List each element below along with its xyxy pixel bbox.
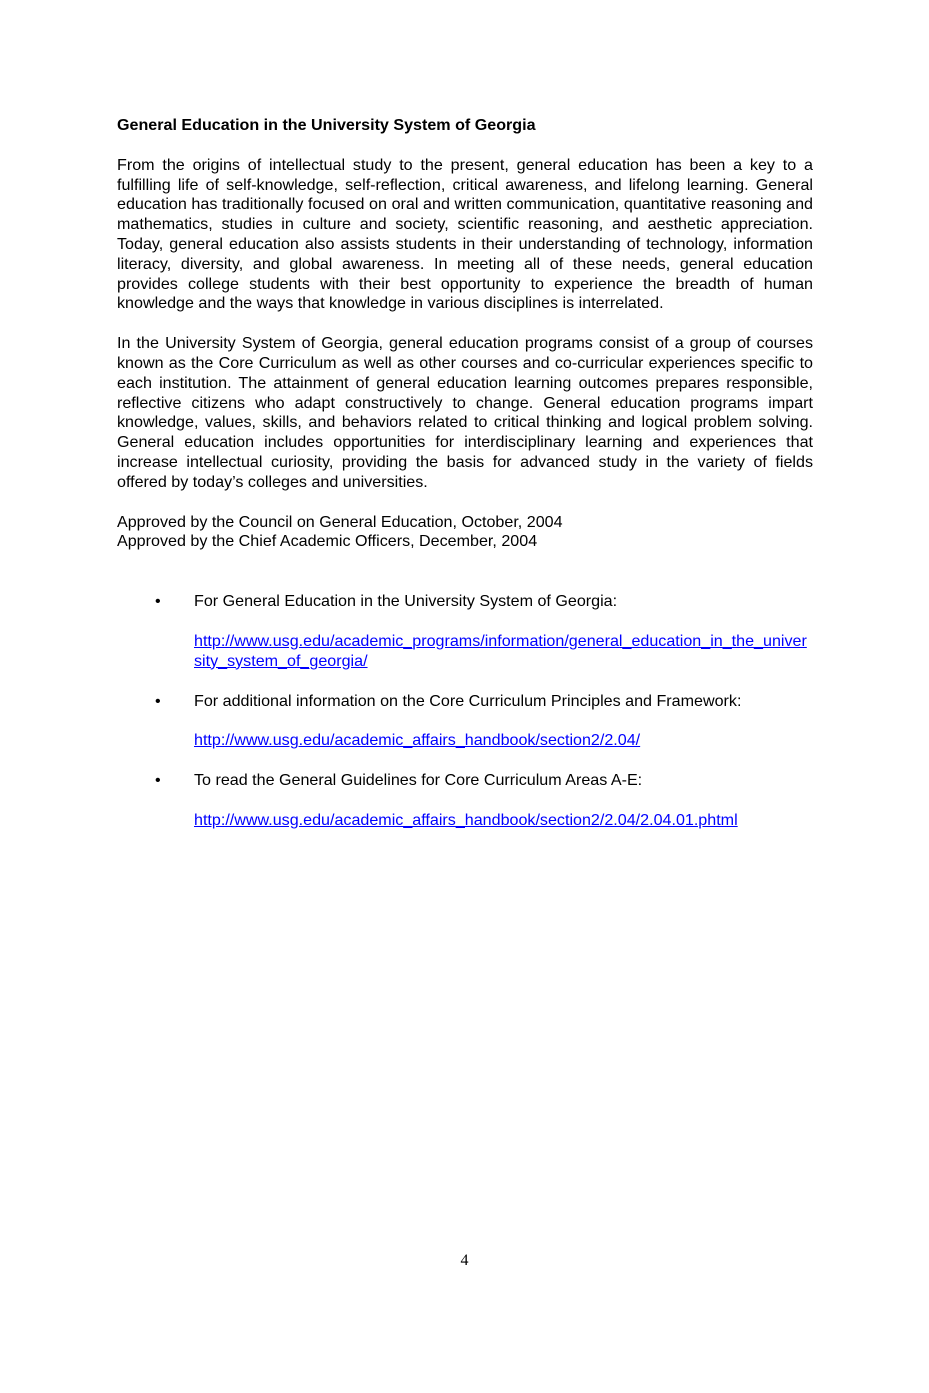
- bullet-text: For General Education in the University System of Georgia:: [194, 592, 618, 611]
- bullet-icon: •: [155, 691, 161, 710]
- approval-officers: Approved by the Chief Academic Officers, December, 2004: [117, 532, 538, 551]
- bullet-icon: •: [155, 771, 161, 790]
- document-page: [117, 116, 813, 851]
- document-title: General Education in the University System of Georgia: [117, 116, 536, 134]
- bullet-text: For additional information on the Core Curriculum Principles and Framework:: [194, 691, 742, 710]
- resource-list: [117, 592, 813, 831]
- bullet-icon: •: [155, 592, 161, 611]
- usg-paragraph: In the University System of Georgia, general education programs consist of a group of courses known as the Core Curriculum as well as other courses and co-curricular experiences specific to each institution. The attainment of general education learning outcomes prepares responsible, reflective citizens who adapt constructively to change. General education programs impart knowledge, values, skills, and behaviors related to critical thinking and logical problem solving. General education includes opportunities for interdisciplinary learning and experiences that increase intellectual curiosity, providing the basis for advanced study in the variety of fields offered by today’s colleges and universities.: [117, 334, 813, 491]
- approvals-block: [117, 513, 813, 553]
- approval-council: Approved by the Council on General Education, October, 2004: [117, 512, 563, 531]
- link-general-education[interactable]: http://www.usg.edu/academic_programs/information/general_education_in_the_university_system_of_georgia/: [194, 631, 807, 670]
- link-core-guidelines[interactable]: http://www.usg.edu/academic_affairs_handbook/section2/2.04/2.04.01.phtml: [194, 810, 738, 829]
- page-number: 4: [460, 1252, 469, 1269]
- bullet-text: To read the General Guidelines for Core Curriculum Areas A-E:: [194, 771, 643, 790]
- link-core-curriculum[interactable]: http://www.usg.edu/academic_affairs_handbook/section2/2.04/: [194, 731, 641, 750]
- list-item: [117, 592, 813, 671]
- list-item: [117, 692, 813, 752]
- intro-paragraph: From the origins of intellectual study to the present, general education has been a key to a fulfilling life of self-knowledge, self-reflection, critical awareness, and lifelong learning. General education has traditionally focused on oral and written communication, quantitative reasoning and mathematics, studies in culture and society, scientific reasoning, and aesthetic appreciation. Today, general education also assists students in their understanding of technology, information literacy, diversity, and global awareness. In meeting all of these needs, general education provides college students with their best opportunity to experience the breadth of human knowledge and the ways that knowledge in various disciplines is interrelated.: [117, 155, 813, 313]
- list-item: [117, 771, 813, 831]
